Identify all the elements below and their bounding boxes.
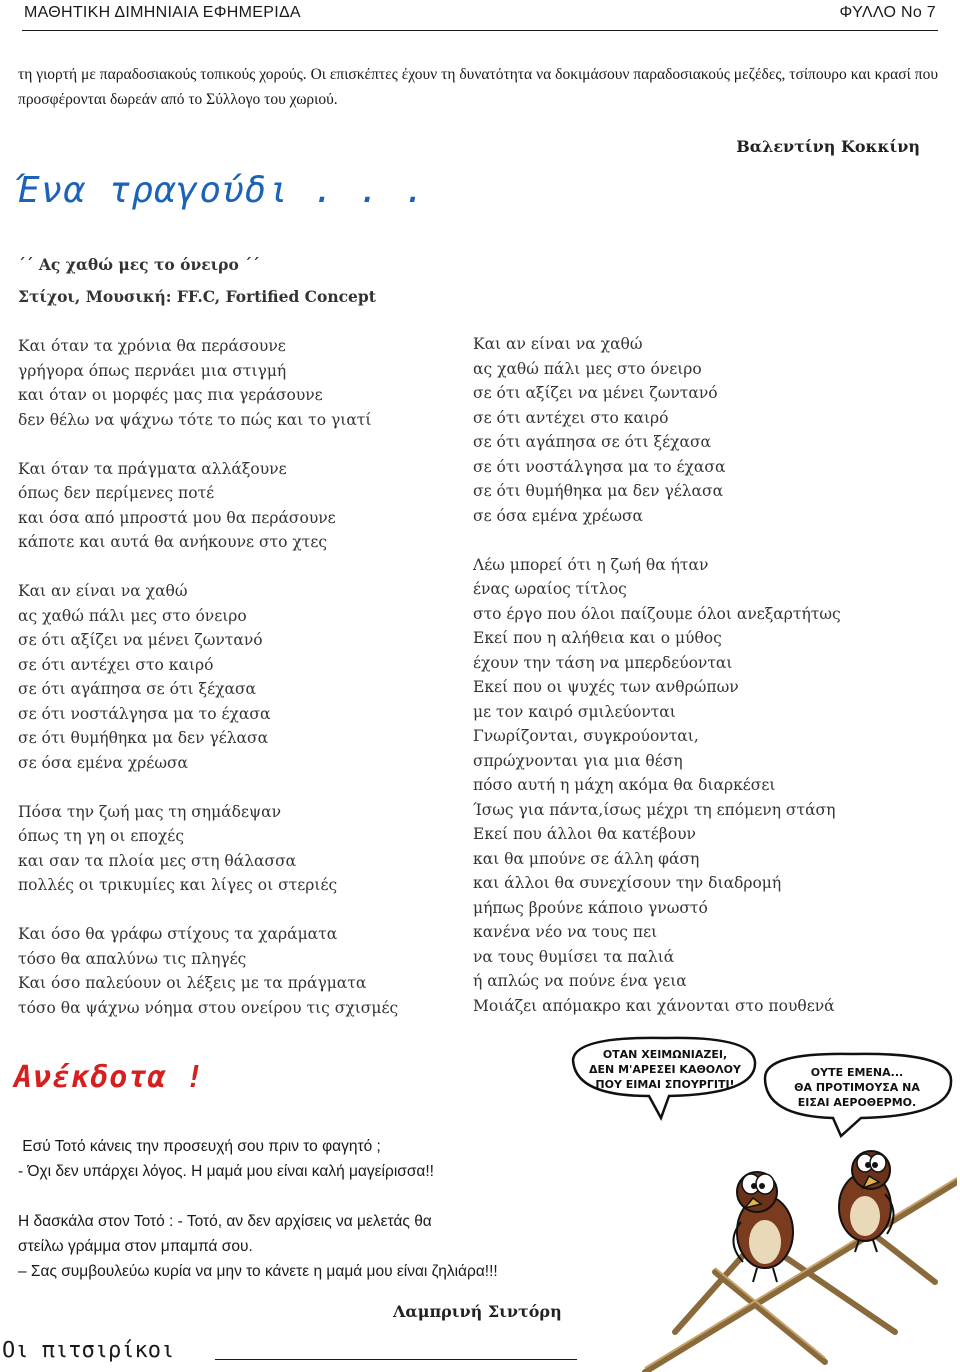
lyric-line: στο έργο που όλοι παίζουμε όλοι ανεξαρτήτως <box>473 604 841 623</box>
lyric-line: γρήγορα όπως περνάει μια στιγμή <box>18 361 287 380</box>
bubble-right-line: ΕΙΣΑΙ ΑΕΡΟΘΕΡΜΟ. <box>797 1096 917 1109</box>
lyric-line: Εκεί που η αλήθεια και ο μύθος <box>473 629 722 647</box>
joke-line: – Σας συμβουλεύω κυρία να μην το κάνετε η μαμά μου είναι ζηλιάρα!!! <box>18 1263 498 1280</box>
lyric-line: σε ότι νοστάλγησα μα το έχασα <box>473 457 726 476</box>
stanza-gap <box>473 528 943 553</box>
bubble-left-line: ΠΟΥ ΕΙΜΑΙ ΣΠΟΥΡΓΙΤΙ! <box>595 1078 735 1091</box>
joke-2 <box>18 1209 498 1284</box>
bubble-right-line: ΘΑ ΠΡΟΤΙΜΟΥΣΑ ΝΑ <box>794 1081 920 1094</box>
song-title: ΄΄ Ας χαθώ μες το όνειρο ΄΄ <box>18 255 260 274</box>
lyric-line: σε ότι αντέχει στο καιρό <box>18 655 214 674</box>
lyric-line: σε όσα εμένα χρέωσα <box>18 753 189 772</box>
lyric-line: με τον καιρό σμιλεύονται <box>473 702 676 721</box>
lyric-line: σε ότι αγάπησα σε ότι ξέχασα <box>18 680 257 698</box>
lyric-line: κάποτε και αυτά θα ανήκουνε στο χτες <box>18 533 328 551</box>
lyric-line: Μοιάζει απόμακρο και χάνονται στο πουθενά <box>473 996 835 1015</box>
lyric-line: τόσο θα ψάχνω νόημα στου ονείρου τις σχισμές <box>18 998 399 1017</box>
lyric-line: όπως δεν περίμενες ποτέ <box>18 484 215 502</box>
lyric-line: Εκεί που οι ψυχές των ανθρώπων <box>473 678 739 696</box>
lyric-line: Και όταν τα πράγματα αλλάξουνε <box>18 459 287 478</box>
lyric-line: και θα μπούνε σε άλλη φάση <box>473 849 700 868</box>
anecdotes-author: Λαμπρινή Σιντόρη <box>393 1302 562 1321</box>
bubble-right-line: ΟΥΤΕ ΕΜΕΝΑ... <box>810 1066 904 1079</box>
lyric-line: και σαν τα πλοία μες στη θάλασσα <box>18 851 297 870</box>
lyric-line: ή απλώς να πούνε ένα γεια <box>473 972 687 990</box>
lyric-line: να τους θυμίσει τα παλιά <box>473 947 675 966</box>
song-section-heading: Ένα τραγούδι . . . <box>18 170 427 211</box>
lyric-line: Και αν είναι να χαθώ <box>18 582 188 600</box>
joke-line: στείλω γράμμα στον μπαμπά σου. <box>18 1238 253 1255</box>
sparrow-right-illustration <box>839 1151 894 1252</box>
intro-paragraph: τη γιορτή με παραδοσιακούς τοπικούς χορούς. Οι επισκέπτες έχουν τη δυνατότητα να δοκιμάσουν παραδοσιακούς μεζέδες, τσίπουρο και κρασί που προσφέρονται δωρεάν από το Σύλλογο του χωριού. <box>18 66 938 108</box>
lyric-line: και όταν οι μορφές μας πια γεράσουνε <box>18 386 323 404</box>
lyrics-left-column <box>18 334 458 1020</box>
joke-line: - Όχι δεν υπάρχει λόγος. Η μαμά μου είναι καλή μαγείρισσα!! <box>18 1163 434 1180</box>
sparrows-cartoon <box>565 1032 957 1372</box>
stanza-gap <box>18 432 458 457</box>
stanza-gap <box>18 775 458 800</box>
antenna-illustration <box>645 1182 957 1372</box>
lyric-line: Και αν είναι να χαθώ <box>473 335 643 353</box>
stanza-gap <box>18 555 458 580</box>
lyric-line: Λέω μπορεί ότι η ζωή θα ήταν <box>473 555 709 574</box>
joke-line: Εσύ Τοτό κάνεις την προσευχή σου πριν το φαγητό ; <box>18 1138 381 1155</box>
lyric-line: Και όταν τα χρόνια θα περάσουνε <box>18 337 286 355</box>
lyric-line: τόσο θα απαλύνω τις πληγές <box>18 949 247 968</box>
lyric-line: σε ότι αντέχει στο καιρό <box>473 408 669 427</box>
lyric-line: και άλλοι θα συνεχίσουν την διαδρομή <box>473 874 782 892</box>
lyric-line: σε ότι νοστάλγησα μα το έχασα <box>18 704 271 723</box>
lyrics-right-column <box>473 332 943 1018</box>
lyric-line: σε ότι θυμήθηκα μα δεν γέλασα <box>473 482 724 500</box>
bubble-left-line: ΟΤΑΝ ΧΕΙΜΩΝΙΑΖΕΙ, <box>602 1048 728 1061</box>
lyric-line: Πόσα την ζωή μας τη σημάδεψαν <box>18 802 282 821</box>
lyric-line: κανένα νέο να τους πει <box>473 923 658 941</box>
anecdotes-heading: Ανέκδοτα ! <box>14 1060 205 1095</box>
lyric-line: σε ότι αγάπησα σε ότι ξέχασα <box>473 433 712 451</box>
issue-number: ΦΥΛΛΟ Νο 7 <box>839 4 936 21</box>
lyric-line: δεν θέλω να ψάχνω τότε το πώς και το γιατί <box>18 410 372 429</box>
lyric-line: πόσο αυτή η μάχη ακόμα θα διαρκέσει <box>473 776 776 794</box>
joke-1 <box>18 1134 434 1184</box>
page-header <box>22 0 938 31</box>
intro-author: Βαλεντίνη Κοκκίνη <box>736 137 920 156</box>
lyric-line: πολλές οι τρικυμίες και λίγες οι στεριές <box>18 876 338 894</box>
lyric-line: Ίσως για πάντα,ίσως μέχρι τη επόμενη στάση <box>473 800 836 819</box>
lyric-line: σε ότι θυμήθηκα μα δεν γέλασα <box>18 729 269 747</box>
footer-divider <box>215 1359 577 1360</box>
sparrow-left-illustration <box>733 1172 793 1282</box>
lyric-line: μήπως βρούνε κάποιο γνωστό <box>473 898 708 917</box>
lyric-line: ας χαθώ πάλι μες στο όνειρο <box>473 359 702 378</box>
lyric-line: Εκεί που άλλοι θα κατέβουν <box>473 825 696 843</box>
lyric-line: σε ότι αξίζει να μένει ζωντανό <box>18 631 263 649</box>
lyric-line: έχουν την τάση να μπερδεύονται <box>473 653 733 672</box>
song-credits: Στίχοι, Μουσική: FF.C, Fortified Concept <box>18 287 376 306</box>
lyric-line: σε ότι αξίζει να μένει ζωντανό <box>473 384 718 402</box>
stanza-gap <box>18 898 458 923</box>
lyric-line: Και όσο θα γράφω στίχους τα χαράματα <box>18 925 338 943</box>
lyric-line: όπως τη γη οι εποχές <box>18 827 185 845</box>
lyric-line: ας χαθώ πάλι μες στο όνειρο <box>18 606 247 625</box>
lyric-line: σπρώχνονται για μια θέση <box>473 751 683 770</box>
bubble-left-line: ΔΕΝ Μ'ΑΡΕΣΕΙ ΚΑΘΟΛΟΥ <box>589 1063 741 1076</box>
footer-section-label: Οι πιτσιρίκοι <box>2 1338 175 1363</box>
lyric-line: σε όσα εμένα χρέωσα <box>473 506 644 525</box>
lyric-line: Γνωρίζονται, συγκρούονται, <box>473 727 699 745</box>
lyric-line: ένας ωραίος τίτλος <box>473 580 627 598</box>
lyric-line: και όσα από μπροστά μου θα περάσουνε <box>18 508 336 527</box>
joke-line: Η δασκάλα στον Τοτό : - Τοτό, αν δεν αρχίσεις να μελετάς θα <box>18 1213 432 1230</box>
lyric-line: Και όσο παλεύουν οι λέξεις με τα πράγματα <box>18 974 367 992</box>
newspaper-title: ΜΑΘΗΤΙΚΗ ΔΙΜΗΝΙΑΙΑ ΕΦΗΜΕΡΙΔΑ <box>24 4 301 21</box>
